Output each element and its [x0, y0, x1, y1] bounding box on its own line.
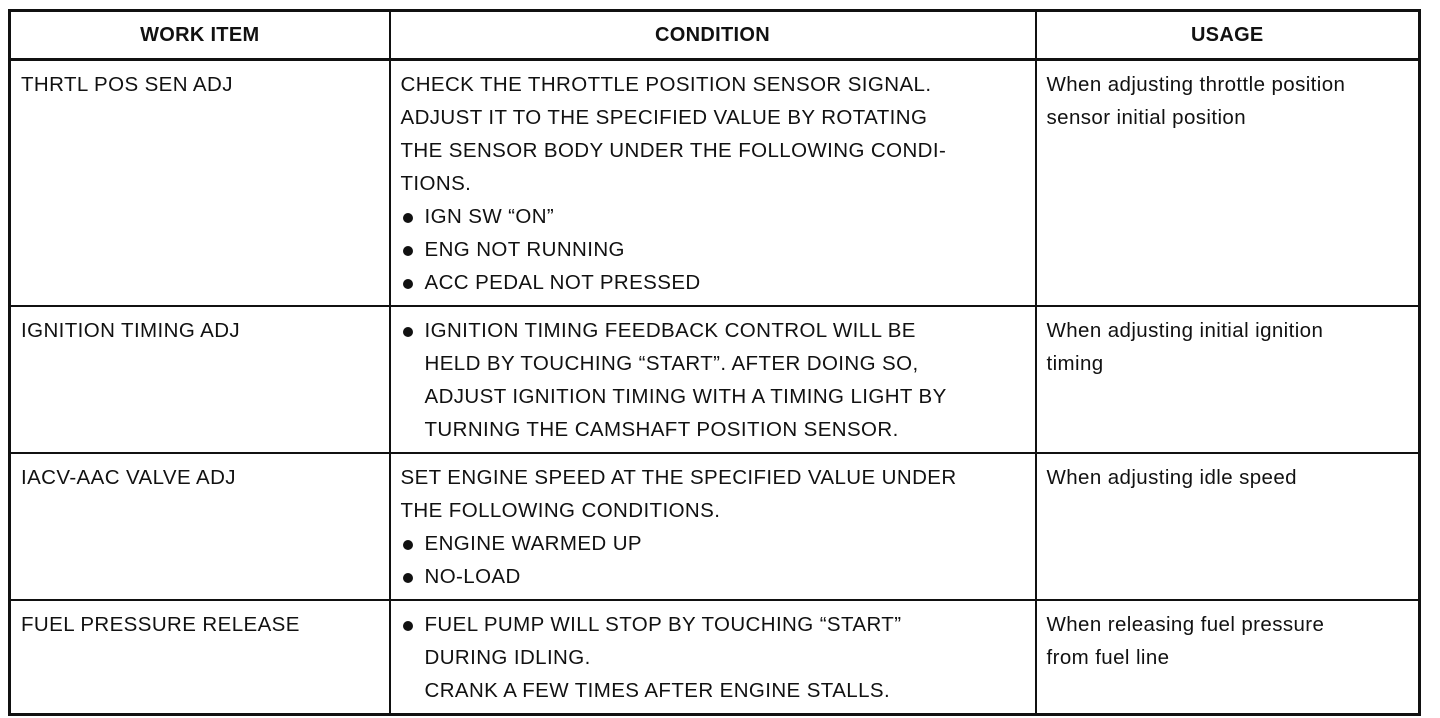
table-row [10, 60, 1420, 307]
usage-cell [1036, 306, 1420, 453]
bullet-item [401, 200, 1027, 233]
bullet-item [401, 266, 1027, 299]
usage-line: sensor initial position [1046, 106, 1246, 129]
condition-line: SET ENGINE SPEED AT THE SPECIFIED VALUE UNDER [400, 466, 957, 489]
bullet-icon [403, 279, 413, 289]
condition-line: ADJUST IT TO THE SPECIFIED VALUE BY ROTATING [400, 106, 928, 129]
bullet-text: IGNITION TIMING FEEDBACK CONTROL WILL BE [424, 319, 916, 342]
bullet-icon [403, 327, 413, 337]
bullet-item [401, 233, 1027, 266]
table-row [10, 453, 1420, 600]
table-row [10, 600, 1420, 715]
condition-cell [390, 453, 1036, 600]
bullet-item [401, 314, 1027, 446]
header-usage: USAGE [1036, 11, 1420, 60]
work-item-cell: FUEL PRESSURE RELEASE [10, 600, 390, 715]
work-item-cell: THRTL POS SEN ADJ [10, 60, 390, 307]
bullet-icon [403, 246, 413, 256]
bullet-icon [403, 621, 413, 631]
bullet-item [401, 527, 1027, 560]
header-condition: CONDITION [390, 11, 1036, 60]
usage-line: When adjusting initial ignition [1046, 319, 1324, 342]
bullet-icon [403, 213, 413, 223]
header-row [10, 11, 1420, 60]
bullet-text: NO-LOAD [424, 565, 521, 588]
condition-line: CHECK THE THROTTLE POSITION SENSOR SIGNAL. [400, 73, 932, 96]
condition-line: THE SENSOR BODY UNDER THE FOLLOWING CONDI- [400, 139, 947, 162]
usage-cell [1036, 60, 1420, 307]
usage-line: timing [1046, 352, 1104, 375]
bullet-item [401, 560, 1027, 593]
bullet-text: FUEL PUMP WILL STOP BY TOUCHING “START” [424, 613, 902, 636]
condition-line: TIONS. [400, 172, 472, 195]
table-row [10, 306, 1420, 453]
bullet-text: DURING IDLING. [424, 646, 591, 669]
work-item-cell: IGNITION TIMING ADJ [10, 306, 390, 453]
bullet-item [401, 608, 1027, 707]
usage-line: When adjusting throttle position [1046, 73, 1346, 96]
condition-cell [390, 60, 1036, 307]
bullet-text: IGN SW “ON” [424, 205, 555, 228]
bullet-text: CRANK A FEW TIMES AFTER ENGINE STALLS. [424, 679, 891, 702]
condition-cell [390, 306, 1036, 453]
bullet-text: ENGINE WARMED UP [424, 532, 642, 555]
usage-cell [1036, 453, 1420, 600]
usage-cell [1036, 600, 1420, 715]
work-support-table [8, 9, 1421, 716]
usage-line: from fuel line [1046, 646, 1170, 669]
usage-line: When adjusting idle speed [1046, 466, 1297, 489]
condition-line: THE FOLLOWING CONDITIONS. [400, 499, 721, 522]
work-item-cell: IACV-AAC VALVE ADJ [10, 453, 390, 600]
condition-cell [390, 600, 1036, 715]
bullet-text: TURNING THE CAMSHAFT POSITION SENSOR. [424, 418, 899, 441]
header-work-item: WORK ITEM [10, 11, 390, 60]
bullet-icon [403, 573, 413, 583]
bullet-text: HELD BY TOUCHING “START”. AFTER DOING SO, [424, 352, 919, 375]
bullet-text: ACC PEDAL NOT PRESSED [424, 271, 701, 294]
bullet-text: ENG NOT RUNNING [424, 238, 625, 261]
usage-line: When releasing fuel pressure [1046, 613, 1325, 636]
bullet-icon [403, 540, 413, 550]
bullet-text: ADJUST IGNITION TIMING WITH A TIMING LIGHT BY [424, 385, 947, 408]
